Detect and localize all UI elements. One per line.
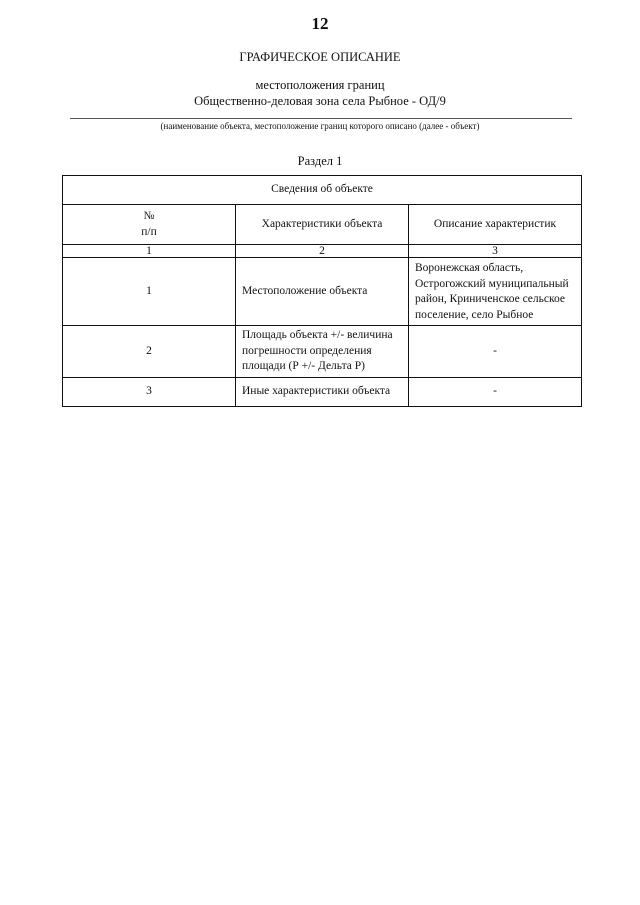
table-row: [63, 258, 582, 326]
column-header-description: Описание характеристик: [409, 205, 582, 245]
row-characteristic: Площадь объекта +/- величина погрешности определения площади (Р +/- Дельта Р): [236, 326, 409, 378]
document-subtitle-line2: Общественно-деловая зона села Рыбное - ОД/9: [194, 94, 446, 108]
row-description: -: [409, 377, 582, 406]
column-number-2: 2: [236, 245, 409, 258]
row-characteristic: Иные характеристики объекта: [236, 377, 409, 406]
object-info-table: [62, 175, 582, 407]
document-title: ГРАФИЧЕСКОЕ ОПИСАНИЕ: [239, 50, 401, 64]
column-header-number-label: № п/п: [141, 209, 157, 238]
column-number-3: 3: [409, 245, 582, 258]
row-number: 2: [63, 326, 236, 378]
table-row: [63, 377, 582, 406]
row-number: 3: [63, 377, 236, 406]
table-header: Сведения об объекте: [63, 176, 582, 205]
column-header-characteristic: Характеристики объекта: [236, 205, 409, 245]
column-number-1: 1: [63, 245, 236, 258]
title-underline: [70, 118, 572, 119]
column-numbers-row: [63, 245, 582, 258]
column-header-number: [63, 205, 236, 245]
table-row: [63, 326, 582, 378]
section-label: Раздел 1: [297, 154, 343, 168]
object-caption: (наименование объекта, местоположение границ которого описано (далее - объект): [160, 121, 480, 131]
row-number: 1: [63, 258, 236, 326]
row-description: Воронежская область, Острогожский муниципальный район, Криниченское сельское поселение, село Рыбное: [409, 258, 582, 326]
document-subtitle-line1: местоположения границ: [255, 78, 385, 92]
row-description: -: [409, 326, 582, 378]
page-number: 12: [311, 14, 329, 33]
table-header-row: [63, 176, 582, 205]
row-characteristic: Местоположение объекта: [236, 258, 409, 326]
column-headers-row: [63, 205, 582, 245]
